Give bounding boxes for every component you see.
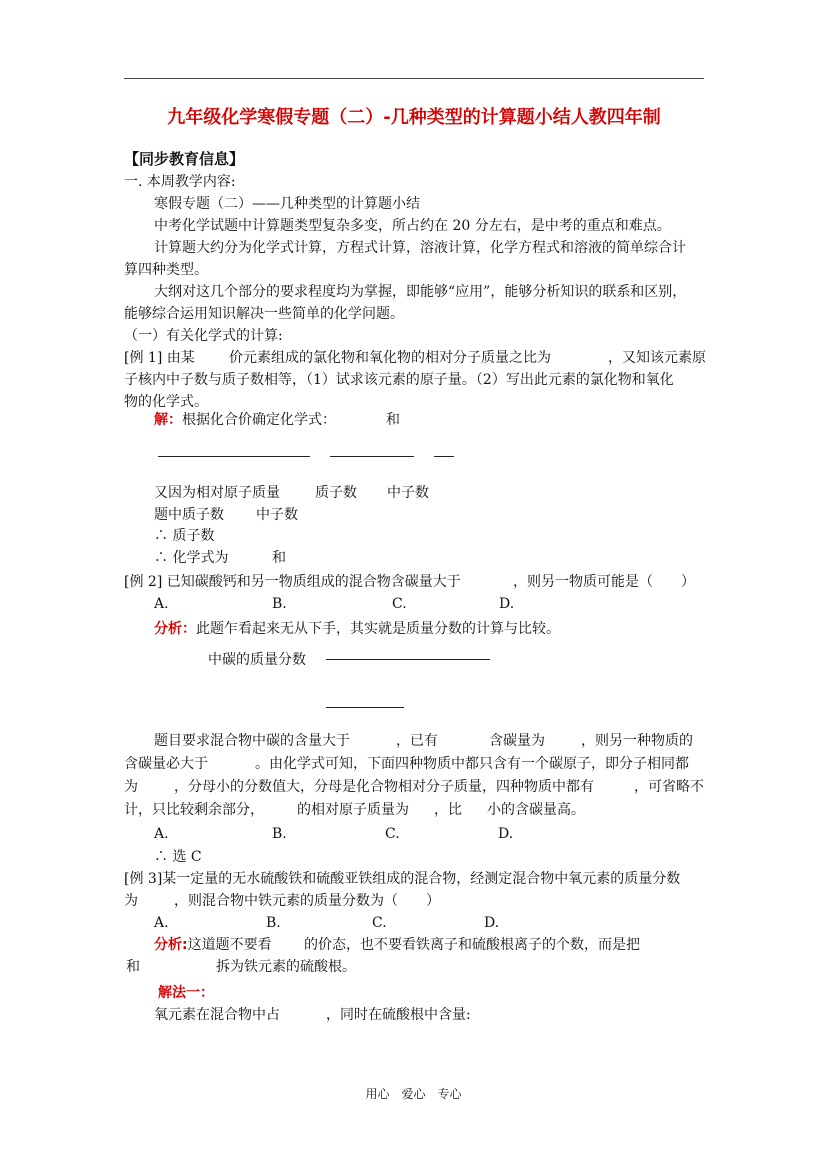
- subsection-heading: （一）有关化学式的计算:: [124, 328, 283, 344]
- solution-line: [154, 410, 336, 430]
- paragraph-line: 小的含碳量高。: [487, 802, 585, 818]
- fraction-line: [434, 456, 454, 457]
- solution-and: 和: [386, 412, 400, 428]
- option-d: D.: [499, 596, 515, 612]
- text-line: 能够综合运用知识解决一些简单的化学问题。: [124, 306, 404, 322]
- example-3: [例 3]某一定量的无水硫酸铁和硫酸亚铁组成的混合物，经测定混合物中氧元素的质量分数: [124, 871, 681, 887]
- text-line: 算四种类型。: [124, 262, 208, 278]
- solution-line: 质子数: [315, 485, 357, 501]
- option-b: B.: [266, 915, 281, 931]
- page-footer: 用心 爱心 专心: [365, 1087, 462, 1101]
- example-1: 物的化学式。: [124, 394, 208, 410]
- paragraph-line: ，分母小的分数值大，分母是化合物相对分子质量，四种物质中都有: [174, 779, 594, 795]
- solution-line: 和: [272, 550, 286, 566]
- paragraph-line: 含碳量必大于: [124, 756, 208, 772]
- method-one-text: 氧元素在混合物中占: [154, 1007, 280, 1023]
- header-rule: [124, 78, 704, 79]
- example-1: 价元素组成的氯化物和氧化物的相对分子质量之比为: [229, 350, 551, 366]
- solution-label: 解：: [154, 412, 182, 428]
- paragraph-line: 题目要求混合物中碳的含量大于: [154, 733, 350, 749]
- solution-line: 又因为相对原子质量: [154, 485, 280, 501]
- paragraph-line: 为: [124, 779, 138, 795]
- solution-line: ∴ 化学式为: [154, 550, 229, 566]
- solution-line: 题中质子数: [154, 507, 224, 523]
- analysis-text: 这道题不要看: [187, 937, 272, 953]
- option-c: C.: [372, 915, 387, 931]
- carbon-fraction-label: 中碳的质量分数: [208, 652, 306, 668]
- analysis-text: 的价态，也不要看铁离子和硫酸根离子的个数，而是把: [304, 937, 640, 953]
- example-2: ，则另一物质可能是（ ）: [513, 574, 695, 590]
- example-1: 子核内中子数与质子数相等，（1）试求该元素的原子量。（2）写出此元素的氯化物和氧化: [124, 372, 674, 388]
- option-b: B.: [272, 596, 287, 612]
- option-a: A.: [154, 915, 169, 931]
- text-line: 中考化学试题中计算题类型复杂多变，所占约在 20 分左右，是中考的重点和难点。: [154, 218, 671, 234]
- example-1: [例 1] 由某: [124, 350, 195, 366]
- option-c: C.: [385, 826, 400, 842]
- text-line: 计算题大约分为化学式计算，方程式计算，溶液计算，化学方程式和溶液的简单综合计: [154, 240, 686, 256]
- example-2: [例 2] 已知碳酸钙和另一物质组成的混合物含碳量大于: [124, 574, 461, 590]
- section-header: 【同步教育信息】: [124, 150, 245, 168]
- text-line: 大纲对这几个部分的要求程度均为掌握，即能够“应用”，能够分析知识的联系和区别，: [154, 284, 687, 300]
- fraction-line: [158, 456, 310, 457]
- method-one-label: 解法一：: [158, 985, 214, 1001]
- analysis-label: 分析:: [154, 937, 188, 953]
- option-d: D.: [484, 915, 500, 931]
- paragraph-line: ，可省略不: [634, 779, 704, 795]
- paragraph-line: 的相对原子质量为: [297, 802, 409, 818]
- paragraph-line: ，则另一种物质的: [581, 733, 693, 749]
- option-a: A.: [154, 826, 169, 842]
- analysis-text: 此题乍看起来无从下手，其实就是质量分数的计算与比较。: [196, 621, 560, 637]
- fraction-line: [326, 707, 404, 708]
- analysis-line: [154, 935, 272, 955]
- solution-line: 中子数: [387, 485, 429, 501]
- solution-line: 中子数: [256, 507, 298, 523]
- option-c: C.: [392, 596, 407, 612]
- paragraph-line: 计，只比较剩余部分，: [124, 802, 264, 818]
- analysis-label: 分析：: [154, 621, 196, 637]
- paragraph-line: ，已有: [396, 733, 438, 749]
- analysis-text: 拆为铁元素的硫酸根。: [216, 959, 356, 975]
- text-line: 寒假专题（二）——几种类型的计算题小结: [154, 196, 420, 212]
- solution-line: ∴ 质子数: [154, 528, 215, 544]
- method-one-text: ，同时在硫酸根中含量:: [326, 1007, 471, 1023]
- example-3: ，则混合物中铁元素的质量分数为（ ）: [174, 893, 440, 909]
- document-title: 九年级化学寒假专题（二）-几种类型的计算题小结人教四年制: [167, 107, 661, 128]
- fraction-line: [330, 456, 414, 457]
- analysis-line: [154, 619, 560, 639]
- analysis-text: 和: [126, 959, 140, 975]
- text-line: 一. 本周教学内容:: [124, 174, 236, 190]
- paragraph-line: 含碳量为: [489, 733, 545, 749]
- example-3: 为: [124, 893, 138, 909]
- solution-text: 根据化合价确定化学式：: [182, 412, 336, 428]
- example-1: ，又知该元素原: [608, 350, 706, 366]
- option-b: B.: [272, 826, 287, 842]
- conclusion-line: ∴ 选 C: [154, 849, 202, 865]
- fraction-line: [326, 659, 490, 660]
- paragraph-line: ，比: [434, 802, 462, 818]
- option-a: A.: [154, 596, 169, 612]
- option-d: D.: [498, 826, 514, 842]
- paragraph-line: 。由化学式可知，下面四种物质中都只含有一个碳原子，即分子相同都: [255, 756, 689, 772]
